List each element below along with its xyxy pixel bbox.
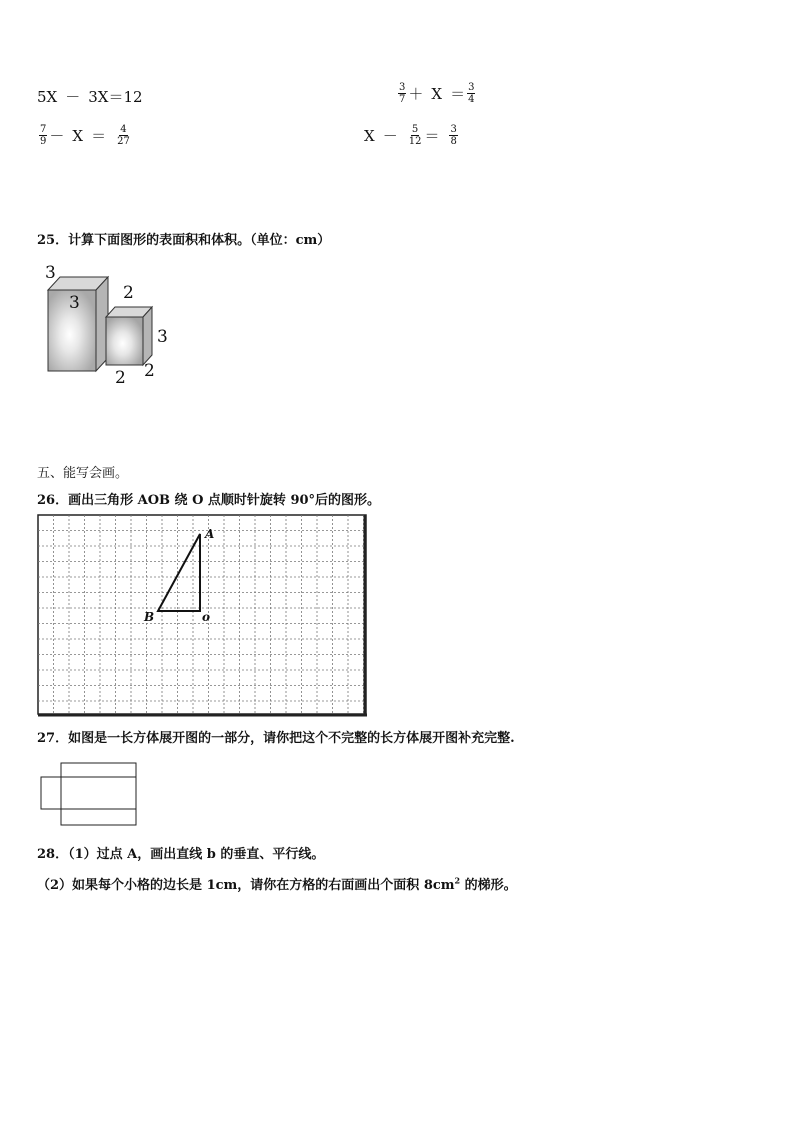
net-bottom-face [61,809,136,825]
small-cube [106,307,152,365]
question-27-text: 27．如图是一长方体展开图的一部分，请你把这个不完整的长方体展开图补充完整. [37,731,515,746]
small-cube-depth-label: 2 [144,361,155,381]
question-26-text: 26．画出三角形 AOB 绕 O 点顺时针旋转 90°后的图形。 [37,493,381,508]
q28-line2-sup: 2 [454,875,461,886]
big-cube-depth-label: 2 [123,283,134,303]
eq3-equals: ＝ [91,127,107,145]
net-left-face [41,777,61,809]
eq4-minus: － [382,127,398,145]
eq1-operator: － [65,88,81,106]
section-5-title: 五、能写会画。 [37,466,129,481]
net-top-face [61,763,136,777]
eq3-fraction-1: $\frac{7}{9}$ [40,124,47,147]
eq4-x: X [364,126,375,145]
big-cube [48,277,108,371]
big-cube-front-label: 3 [69,293,80,313]
net-front-face [61,777,136,809]
q28-line2-before: （2）如果每个小格的边长是 1cm，请你在方格的右面画出个面积 8cm [37,878,455,893]
point-o-label: o [202,610,211,624]
eq4-equals: ＝ [424,127,440,145]
eq3-x: X [72,126,84,145]
net-figure [40,762,140,828]
eq1-term-a: 5X [37,87,58,106]
eq2-fraction-1: $\frac{3}{7}$ [399,82,406,105]
equation-3 [37,124,133,147]
cuboid-figure [36,260,176,390]
eq2-fraction-2: $\frac{3}{4}$ [468,82,475,105]
question-28-line-2 [37,874,517,893]
small-cube-height-label: 3 [157,327,168,347]
point-b-label: B [144,610,155,624]
eq4-fraction-1: $\frac{5}{12}$ [408,124,422,147]
question-28-line-1: 28．（1）过点 A，画出直线 b 的垂直、平行线。 [37,847,325,862]
big-cube-top-label: 3 [45,263,56,283]
eq3-minus: － [49,127,65,145]
eq2-x: X [431,84,443,103]
eq3-fraction-2: $\frac{4}{27}$ [117,124,130,147]
equation-4 [364,124,460,147]
equation-1 [37,86,143,107]
point-a-label: A [205,527,215,541]
eq4-fraction-2: $\frac{3}{8}$ [450,124,457,147]
question-25-text: 25．计算下面图形的表面积和体积。（单位：cm） [37,233,331,248]
grid-figure [37,513,368,718]
small-cube-width-label: 2 [115,368,126,388]
eq2-equals: ＝ [450,85,466,103]
equation-2 [396,82,477,105]
q28-line2-after: 的梯形。 [460,878,517,893]
eq1-rest: 3X＝12 [88,88,143,106]
eq2-plus: ＋ [408,85,424,103]
